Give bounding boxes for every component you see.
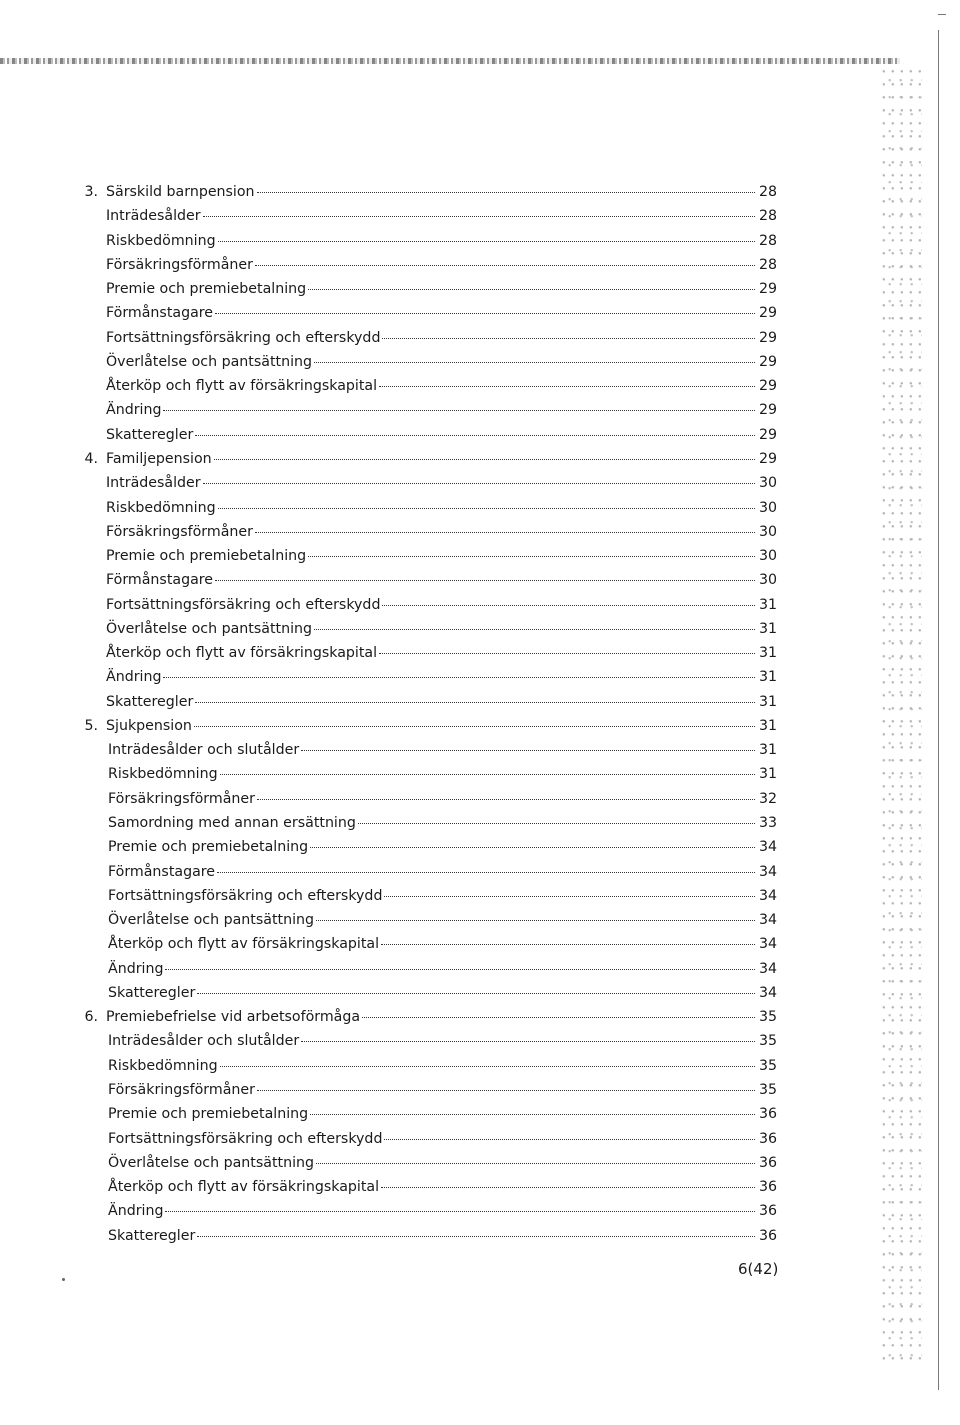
toc-entry-page: 28 <box>758 208 777 225</box>
toc-entry[interactable] <box>84 449 777 471</box>
toc-entry[interactable] <box>108 983 777 1005</box>
dot-leader <box>195 701 755 703</box>
toc-entry-page: 34 <box>758 936 777 953</box>
toc-entry[interactable] <box>108 1056 777 1078</box>
dot-leader <box>203 215 755 217</box>
toc-entry[interactable] <box>108 764 777 786</box>
toc-entry-number: 4. <box>84 450 98 467</box>
dot-leader <box>308 288 755 290</box>
toc-entry[interactable] <box>108 1177 777 1199</box>
toc-entry-page: 29 <box>758 305 777 322</box>
toc-entry-page: 29 <box>758 450 777 467</box>
dot-leader <box>358 822 755 824</box>
toc-entry[interactable] <box>108 740 777 762</box>
toc-entry-page: 29 <box>758 281 777 298</box>
toc-entry[interactable] <box>106 255 777 277</box>
toc-entry-title: Samordning med annan ersättning <box>108 815 356 832</box>
dot-leader <box>194 725 755 727</box>
toc-entry[interactable] <box>106 570 777 592</box>
toc-entry-page: 34 <box>758 863 777 880</box>
dot-leader <box>310 846 755 848</box>
toc-entry-title: Riskbedömning <box>108 766 218 783</box>
toc-entry-page: 35 <box>758 1081 777 1098</box>
toc-entry-title: Premiebefrielse vid arbetsoförmåga <box>106 1009 361 1026</box>
dot-leader <box>203 482 755 484</box>
dot-leader <box>301 749 755 751</box>
toc-entry-page: 34 <box>758 960 777 977</box>
toc-entry-number: 6. <box>84 1009 98 1026</box>
page-number: 6(42) <box>738 1260 779 1278</box>
toc-entry-number: 3. <box>84 184 98 200</box>
toc-entry-title: Förmånstagare <box>106 572 214 589</box>
toc-entry[interactable] <box>106 692 777 714</box>
toc-entry-title: Försäkringsförmåner <box>108 1081 255 1098</box>
toc-entry-title: Ändring <box>106 669 162 686</box>
toc-entry-title: Skatteregler <box>106 426 194 443</box>
toc-entry-page: 36 <box>758 1154 777 1171</box>
dot-leader <box>215 579 755 581</box>
toc-entry-title: Fortsättningsförsäkring och efterskydd <box>106 329 381 346</box>
dot-leader <box>316 1162 755 1164</box>
dot-leader <box>220 773 755 775</box>
toc-entry-page: 34 <box>758 887 777 904</box>
toc-entry-page: 31 <box>758 645 777 662</box>
toc-entry-title: Inträdesålder och slutålder <box>108 1033 300 1050</box>
toc-entry-title: Inträdesålder <box>106 475 201 492</box>
dot-leader <box>384 1138 755 1140</box>
dot-leader <box>215 312 755 314</box>
toc-entry-page: 31 <box>758 596 777 613</box>
toc-entry[interactable] <box>106 473 777 495</box>
toc-entry-page: 36 <box>758 1130 777 1147</box>
toc-entry-page: 32 <box>758 790 777 807</box>
toc-entry[interactable] <box>106 376 777 398</box>
dot-leader <box>197 992 755 994</box>
toc-entry[interactable] <box>84 716 777 738</box>
toc-entry-title: Riskbedömning <box>108 1057 218 1074</box>
dot-leader <box>257 191 755 193</box>
toc-entry[interactable] <box>106 231 777 253</box>
toc-entry-title: Överlåtelse och pantsättning <box>106 620 313 637</box>
toc-entry-page: 36 <box>758 1227 777 1244</box>
toc-entry[interactable] <box>108 1201 777 1223</box>
toc-entry-page: 28 <box>758 232 777 249</box>
toc-entry-page: 30 <box>758 499 777 516</box>
dot-leader <box>220 1065 755 1067</box>
toc-entry[interactable] <box>108 1080 777 1102</box>
toc-entry-page: 29 <box>758 426 777 443</box>
dot-leader <box>314 361 755 363</box>
dot-leader <box>381 1186 755 1188</box>
dot-leader <box>308 555 755 557</box>
toc-entry-title: Återköp och flytt av försäkringskapital <box>106 378 378 395</box>
toc-entry-page: 29 <box>758 402 777 419</box>
toc-entry-page: 30 <box>758 523 777 540</box>
toc-entry[interactable] <box>108 886 777 908</box>
dot-leader <box>214 458 755 460</box>
toc-entry-title: Återköp och flytt av försäkringskapital <box>108 1179 380 1196</box>
dot-leader <box>379 652 755 654</box>
toc-entry[interactable] <box>106 643 777 665</box>
dot-leader <box>310 1113 755 1115</box>
toc-entry[interactable] <box>106 425 777 447</box>
toc-entry-page: 36 <box>758 1203 777 1220</box>
toc-entry[interactable] <box>84 1007 777 1029</box>
toc-entry-page: 31 <box>758 766 777 783</box>
toc-entry[interactable] <box>108 862 777 884</box>
toc-entry-title: Skatteregler <box>106 693 194 710</box>
toc-entry[interactable] <box>108 934 777 956</box>
toc-entry[interactable] <box>106 352 777 374</box>
toc-entry-title: Fortsättningsförsäkring och efterskydd <box>108 887 383 904</box>
toc-entry[interactable] <box>106 328 777 350</box>
toc-entry-page: 29 <box>758 353 777 370</box>
dot-leader <box>362 1016 755 1018</box>
dot-leader <box>381 943 755 945</box>
dot-leader <box>217 871 755 873</box>
toc-entry-title: Återköp och flytt av försäkringskapital <box>108 936 380 953</box>
toc-entry-title: Ändring <box>108 1203 164 1220</box>
toc-entry-title: Inträdesålder <box>106 208 201 225</box>
dot-leader <box>165 1210 755 1212</box>
dot-leader <box>255 264 755 266</box>
toc-entry[interactable] <box>108 959 777 981</box>
toc-entry-page: 28 <box>758 184 777 200</box>
toc-entry[interactable] <box>106 400 777 422</box>
dot-leader <box>314 628 755 630</box>
toc-entry-page: 35 <box>758 1009 777 1026</box>
dot-leader <box>382 604 755 606</box>
toc-entry-title: Förmånstagare <box>108 863 216 880</box>
toc-entry-title: Riskbedömning <box>106 232 216 249</box>
toc-entry-page: 35 <box>758 1033 777 1050</box>
dot-leader <box>382 337 755 339</box>
toc-entry[interactable] <box>108 813 777 835</box>
toc-entry-page: 34 <box>758 839 777 856</box>
toc-entry[interactable] <box>106 595 777 617</box>
toc-entry[interactable] <box>106 546 777 568</box>
toc-entry-title: Riskbedömning <box>106 499 216 516</box>
dot-leader <box>163 676 755 678</box>
toc-entry-title: Förmånstagare <box>106 305 214 322</box>
toc-entry-page: 28 <box>758 256 777 273</box>
toc-entry-title: Försäkringsförmåner <box>106 523 253 540</box>
toc-entry-page: 31 <box>758 693 777 710</box>
toc-entry-page: 30 <box>758 548 777 565</box>
toc-entry-page: 31 <box>758 669 777 686</box>
toc-entry[interactable] <box>106 667 777 689</box>
toc-entry-number: 5. <box>84 717 98 734</box>
dot-leader <box>379 385 755 387</box>
dot-leader <box>218 240 755 242</box>
toc-entry-page: 34 <box>758 912 777 929</box>
toc-entry[interactable] <box>108 1226 777 1248</box>
dot-leader <box>257 1089 755 1091</box>
dot-leader <box>165 968 755 970</box>
toc-entry-title: Överlåtelse och pantsättning <box>106 353 313 370</box>
dot-leader <box>255 531 755 533</box>
toc-entry-title: Premie och premiebetalning <box>106 548 307 565</box>
toc-entry-title: Fortsättningsförsäkring och efterskydd <box>108 1130 383 1147</box>
toc-entry-page: 36 <box>758 1179 777 1196</box>
dot-leader <box>301 1040 755 1042</box>
toc-entry[interactable] <box>106 522 777 544</box>
toc-entry-title: Överlåtelse och pantsättning <box>108 912 315 929</box>
dot-leader <box>316 919 755 921</box>
dot-leader <box>384 895 755 897</box>
toc-entry[interactable] <box>106 303 777 325</box>
toc-entry[interactable] <box>108 1153 777 1175</box>
toc-entry[interactable] <box>106 619 777 641</box>
toc-entry[interactable] <box>84 182 777 204</box>
toc-entry-page: 30 <box>758 475 777 492</box>
toc-entry-title: Premie och premiebetalning <box>108 839 309 856</box>
toc-entry-title: Ändring <box>106 402 162 419</box>
toc-entry[interactable] <box>108 1031 777 1053</box>
toc-entry-page: 31 <box>758 742 777 759</box>
toc-entry[interactable] <box>108 1129 777 1151</box>
toc-entry[interactable] <box>108 789 777 811</box>
toc-entry-title: Överlåtelse och pantsättning <box>108 1154 315 1171</box>
toc-entry-title: Skatteregler <box>108 984 196 1001</box>
toc-entry-page: 31 <box>758 717 777 734</box>
toc-entry[interactable] <box>106 279 777 301</box>
toc-entry[interactable] <box>108 1104 777 1126</box>
toc-entry-page: 31 <box>758 620 777 637</box>
dot-leader <box>218 507 755 509</box>
toc-entry-title: Skatteregler <box>108 1227 196 1244</box>
dot-leader <box>195 434 755 436</box>
toc-entry-title: Försäkringsförmåner <box>108 790 255 807</box>
toc-entry-title: Familjepension <box>106 450 212 467</box>
toc-entry-page: 35 <box>758 1057 777 1074</box>
toc-entry-title: Inträdesålder och slutålder <box>108 742 300 759</box>
toc-entry[interactable] <box>108 910 777 932</box>
toc-entry[interactable] <box>106 498 777 520</box>
toc-entry-title: Premie och premiebetalning <box>108 1106 309 1123</box>
dot-leader <box>197 1235 755 1237</box>
toc-entry-page: 29 <box>758 329 777 346</box>
dot-leader <box>163 409 755 411</box>
toc-entry[interactable] <box>106 206 777 228</box>
toc-entry-page: 34 <box>758 984 777 1001</box>
toc-entry-page: 33 <box>758 815 777 832</box>
toc-entry-title: Försäkringsförmåner <box>106 256 253 273</box>
dot-leader <box>257 798 755 800</box>
toc-entry-title: Ändring <box>108 960 164 977</box>
toc-entry-page: 29 <box>758 378 777 395</box>
toc-entry-title: Fortsättningsförsäkring och efterskydd <box>106 596 381 613</box>
toc-entry-page: 30 <box>758 572 777 589</box>
toc-entry-page: 36 <box>758 1106 777 1123</box>
toc-entry-title: Särskild barnpension <box>106 184 255 200</box>
toc-entry[interactable] <box>108 837 777 859</box>
toc-entry-title: Sjukpension <box>106 717 192 734</box>
toc-entry-title: Premie och premiebetalning <box>106 281 307 298</box>
toc-entry-title: Återköp och flytt av försäkringskapital <box>106 645 378 662</box>
